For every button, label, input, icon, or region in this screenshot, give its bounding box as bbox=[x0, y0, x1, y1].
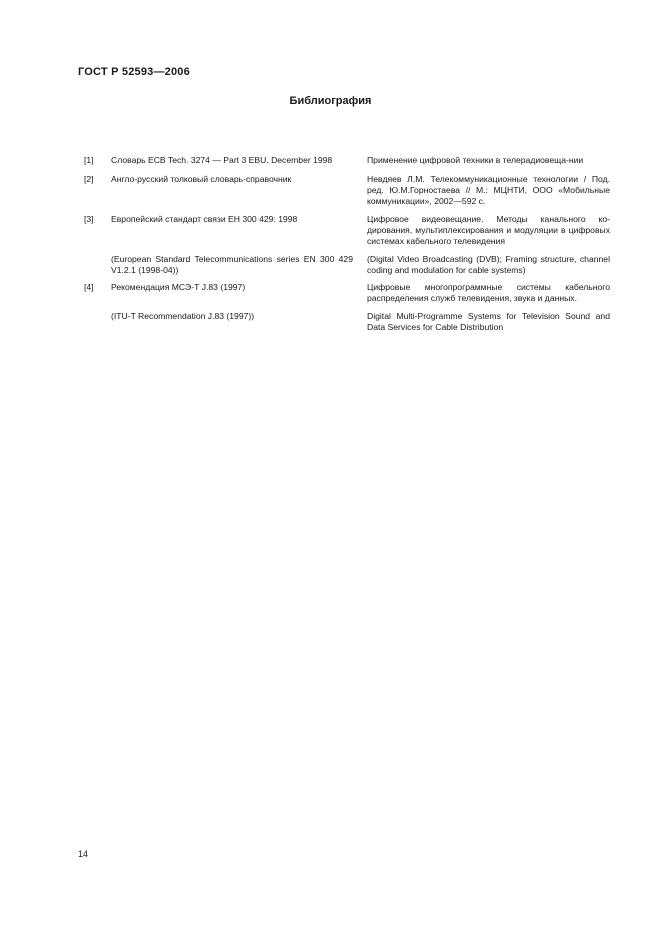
entry-source: Европейский стандарт связи ЕН 300 429: 1998 bbox=[111, 214, 298, 224]
bibliography-list bbox=[84, 155, 610, 333]
entry-title: Применение цифровой техники в телерадиовеща-нии bbox=[367, 155, 584, 165]
bibliography-entry bbox=[84, 311, 610, 333]
section-title: Библиография bbox=[289, 95, 372, 107]
bibliography-entry bbox=[84, 282, 610, 304]
page-number: 14 bbox=[78, 849, 89, 859]
entry-number: [4] bbox=[84, 282, 94, 292]
entry-source: Рекомендация МСЭ-Т J.83 (1997) bbox=[111, 282, 246, 292]
entry-title: Цифровое видеовещание. Методы канального ко-дирования, мультиплексирования и модуляции в цифровых системах кабельного телевидения bbox=[367, 214, 610, 246]
bibliography-entry bbox=[84, 214, 610, 247]
entry-number: [2] bbox=[84, 174, 94, 184]
bibliography-entry bbox=[84, 254, 610, 276]
entry-title: (Digital Video Broadcasting (DVB); Framing structure, channel coding and modulation for cable systems) bbox=[367, 254, 610, 275]
entry-title: Невдяев Л.М. Телекоммуникационные технологии / Под. ред. Ю.М.Горностаева // М.: МЦНТИ, ООО «Мобильные коммуникации», 2002—592 с. bbox=[367, 174, 610, 206]
entry-source: Англо-русский толковый словарь-справочник bbox=[111, 174, 292, 184]
entry-number: [1] bbox=[84, 155, 94, 165]
entry-source: Словарь ECB Tech. 3274 — Part 3 EBU. December 1998 bbox=[111, 155, 333, 165]
bibliography-entry bbox=[84, 174, 610, 207]
entry-title: Digital Multi-Programme Systems for Television Sound and Data Services for Cable Distribution bbox=[367, 311, 610, 332]
entry-source: (ITU-T Recommendation J.83 (1997)) bbox=[111, 311, 255, 321]
standard-code: ГОСТ Р 52593—2006 bbox=[78, 66, 190, 78]
entry-number: [3] bbox=[84, 214, 94, 224]
bibliography-entry bbox=[84, 155, 610, 166]
entry-title: Цифровые многопрограммные системы кабельного распределения служб телевидения, звука и данных. bbox=[367, 282, 610, 303]
entry-source: (European Standard Telecommunications series EN 300 429 V1.2.1 (1998-04)) bbox=[111, 254, 353, 275]
